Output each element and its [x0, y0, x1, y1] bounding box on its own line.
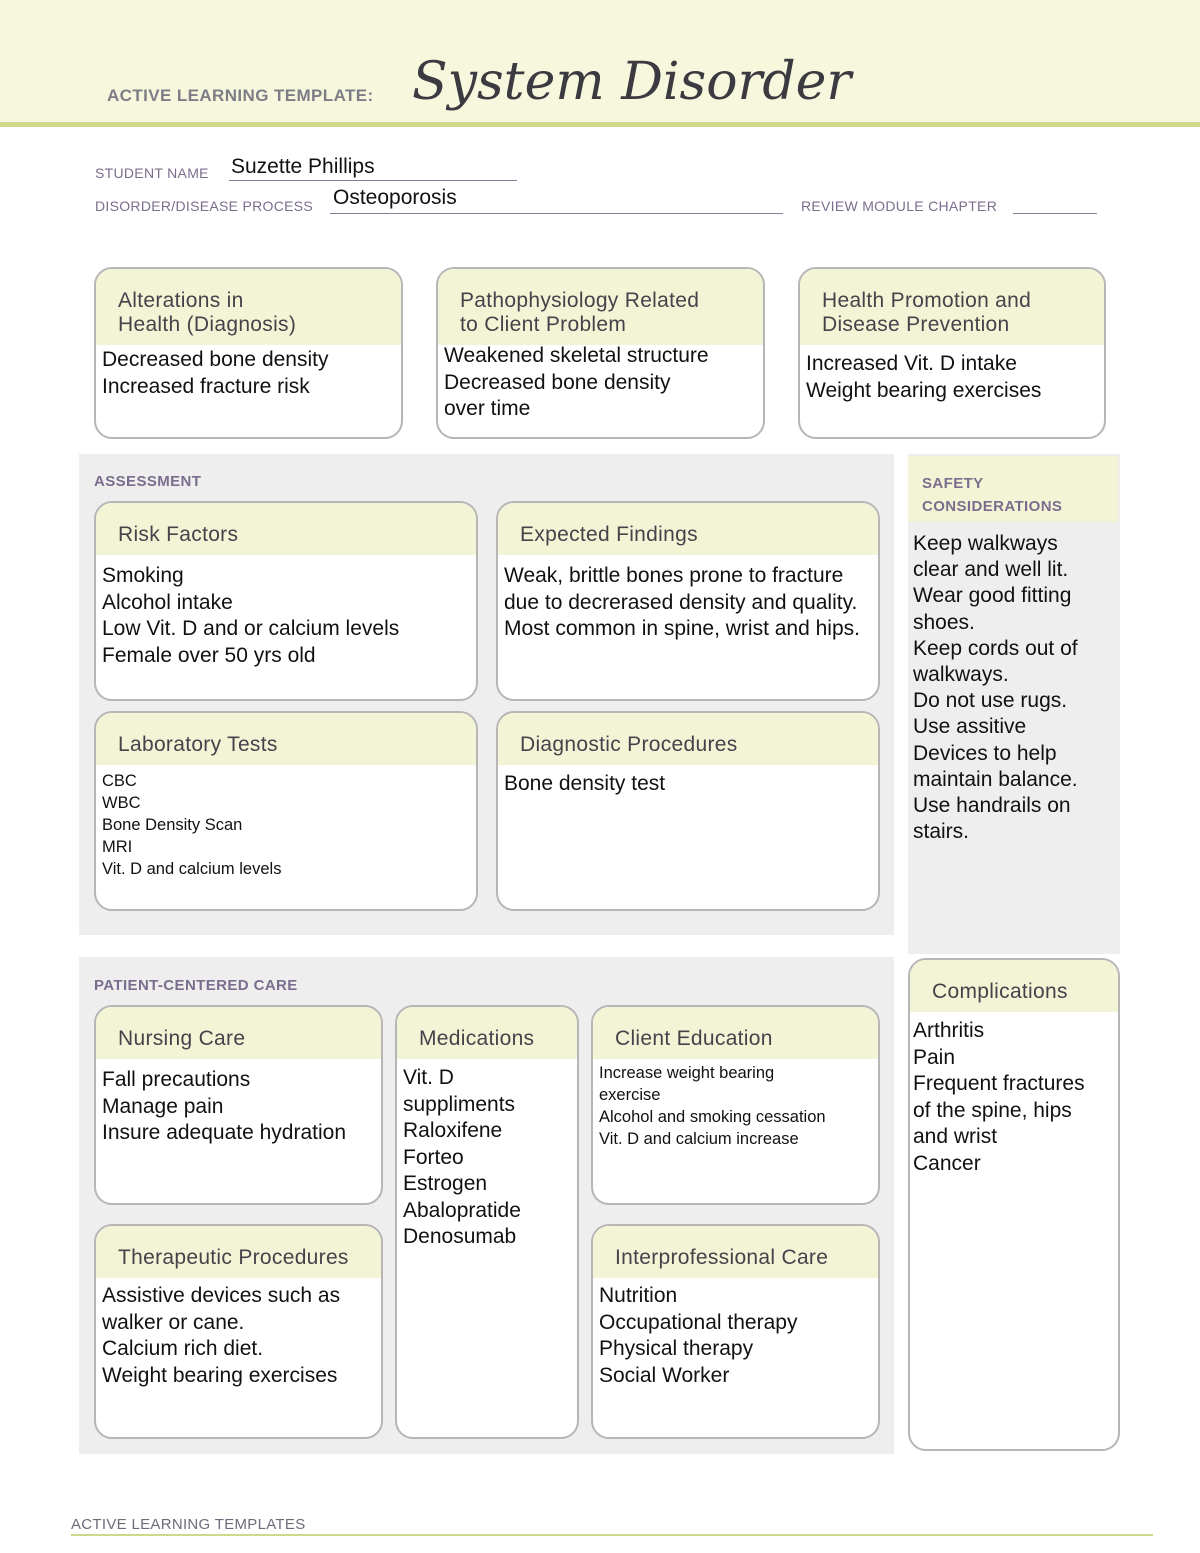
box-title: Nursing Care [96, 1007, 381, 1059]
box-title: Interprofessional Care [593, 1226, 878, 1278]
content-line: Alcohol intake [102, 590, 233, 614]
content-line: Weight bearing exercises [102, 1363, 338, 1387]
disorder-label: DISORDER/DISEASE PROCESS [95, 198, 314, 214]
content-line: Wear good fitting [913, 584, 1072, 608]
content-line: clear and well lit. [913, 558, 1069, 582]
box-title-line: Health Promotion and [822, 289, 1032, 312]
box-title: Medications [397, 1007, 577, 1059]
content-line: Pain [913, 1045, 956, 1069]
content-line: Forteo [403, 1145, 464, 1169]
box-title-line: Alterations in [118, 289, 244, 312]
safety-title-line: CONSIDERATIONS [922, 498, 1063, 515]
content-line: Frequent fractures [913, 1072, 1085, 1095]
box-title-line: to Client Problem [460, 313, 627, 336]
content-text: Weak, brittle bones prone to fracture due to decrerased density and quality. Most common in spine, wrist and hips. [504, 564, 860, 640]
box-title [800, 269, 1104, 345]
content-line: Abalopratide [403, 1198, 521, 1222]
content-line: Weight bearing exercises [806, 378, 1042, 402]
box-title: Therapeutic Procedures [96, 1226, 381, 1278]
student-name-label: STUDENT NAME [95, 165, 209, 181]
box-title: Diagnostic Procedures [498, 713, 878, 765]
footer-label: ACTIVE LEARNING TEMPLATES [71, 1516, 306, 1533]
diagnostic-procedures-box [496, 711, 880, 911]
content-line: Use assitive [913, 715, 1027, 739]
box-title [438, 269, 763, 345]
content-line: Vit. D [403, 1066, 454, 1089]
student-name-line [229, 180, 517, 181]
content-line: Vit. D and calcium levels [102, 860, 282, 878]
content-line: suppliments [403, 1092, 516, 1116]
box-content [800, 349, 1104, 404]
content-line: Raloxifene [403, 1119, 503, 1142]
risk-factors-box [94, 501, 478, 701]
box-content [593, 1059, 878, 1150]
box-content [397, 1059, 577, 1251]
student-name-field[interactable]: Suzette Phillips [231, 155, 375, 178]
box-title-line: Pathophysiology Related [460, 289, 700, 312]
content-line: Low Vit. D and or calcium levels [102, 617, 400, 640]
content-line: Nutrition [599, 1284, 678, 1307]
content-line: Bone density test [504, 772, 666, 795]
box-content [498, 765, 878, 798]
box-title-line: Health (Diagnosis) [118, 313, 297, 336]
box-content [96, 555, 476, 669]
review-module-line [1013, 213, 1097, 214]
content-line: MRI [102, 838, 133, 856]
safety-content [913, 531, 1113, 845]
template-label: ACTIVE LEARNING TEMPLATE: [107, 86, 374, 105]
box-content [96, 1059, 381, 1147]
nursing-care-box [94, 1005, 383, 1205]
interprofessional-care-box [591, 1224, 880, 1439]
medications-box [395, 1005, 579, 1439]
content-line: stairs. [913, 820, 970, 844]
box-title [96, 269, 401, 345]
content-line: Denosumab [403, 1225, 517, 1248]
health-promotion-box [798, 267, 1106, 439]
expected-findings-box [496, 501, 880, 701]
content-line: WBC [102, 794, 141, 812]
content-line: CBC [102, 772, 137, 790]
content-line: Assistive devices such as [102, 1284, 341, 1307]
content-line: Manage pain [102, 1094, 224, 1118]
content-line: Female over 50 yrs old [102, 643, 316, 667]
content-line: Use handrails on [913, 794, 1071, 818]
content-line: Fall precautions [102, 1068, 251, 1091]
content-line: Devices to help [913, 741, 1057, 765]
content-line: Increased Vit. D intake [806, 352, 1017, 375]
content-line: over time [444, 397, 531, 420]
content-line: Social Worker [599, 1363, 730, 1387]
box-title: Risk Factors [96, 503, 476, 555]
content-line: Arthritis [913, 1019, 985, 1042]
footer-rule [71, 1534, 1153, 1536]
therapeutic-procedures-box [94, 1224, 383, 1439]
box-content [593, 1278, 878, 1389]
disorder-line [330, 213, 783, 214]
content-line: Decreased bone density [444, 370, 671, 394]
box-title: Laboratory Tests [96, 713, 476, 765]
content-line: Cancer [913, 1151, 981, 1175]
box-content [910, 1012, 1118, 1177]
box-title-line: Disease Prevention [822, 313, 1010, 336]
content-line: Calcium rich diet. [102, 1337, 264, 1360]
content-line: Decreased bone density [102, 348, 329, 371]
content-line: Physical therapy [599, 1337, 754, 1360]
content-line: of the spine, hips [913, 1098, 1072, 1122]
complications-box [908, 958, 1120, 1451]
content-line: Increased fracture risk [102, 374, 310, 398]
content-line: and wrist [913, 1125, 998, 1148]
content-line: Do not use rugs. [913, 689, 1068, 713]
content-line: Bone Density Scan [102, 816, 243, 834]
box-content [96, 765, 476, 880]
box-content [438, 341, 763, 423]
review-module-label: REVIEW MODULE CHAPTER [801, 198, 998, 214]
client-education-box [591, 1005, 880, 1205]
header-rule [0, 122, 1200, 127]
patient-centered-care-title: PATIENT-CENTERED CARE [94, 977, 298, 994]
content-line: Smoking [102, 564, 184, 587]
content-line: Alcohol and smoking cessation [599, 1108, 826, 1126]
disorder-field[interactable]: Osteoporosis [333, 186, 457, 209]
content-line: shoes. [913, 610, 975, 634]
content-line: Weakened skeletal structure [444, 344, 709, 367]
box-title: Client Education [593, 1007, 878, 1059]
pathophysiology-box [436, 267, 765, 439]
box-content [96, 1278, 381, 1389]
box-content [96, 345, 401, 400]
box-title: Expected Findings [498, 503, 878, 555]
content-line: walkways. [913, 663, 1009, 687]
safety-title [908, 456, 1118, 522]
laboratory-tests-box [94, 711, 478, 911]
alterations-in-health-box [94, 267, 403, 439]
content-line: Occupational therapy [599, 1310, 798, 1334]
content-line: exercise [599, 1086, 661, 1104]
content-line: Keep walkways [913, 532, 1058, 555]
content-line: Insure adequate hydration [102, 1121, 347, 1144]
safety-title-line: SAFETY [922, 475, 984, 492]
content-line: Vit. D and calcium increase [599, 1130, 799, 1148]
page-title: System Disorder [412, 52, 852, 112]
box-title: Complications [910, 960, 1118, 1012]
box-content [498, 555, 878, 643]
content-line: Estrogen [403, 1172, 488, 1195]
content-line: Increase weight bearing [599, 1064, 775, 1082]
content-line: Keep cords out of [913, 636, 1078, 660]
content-line: maintain balance. [913, 767, 1078, 791]
content-line: walker or cane. [102, 1310, 245, 1334]
assessment-title: ASSESSMENT [94, 473, 202, 490]
